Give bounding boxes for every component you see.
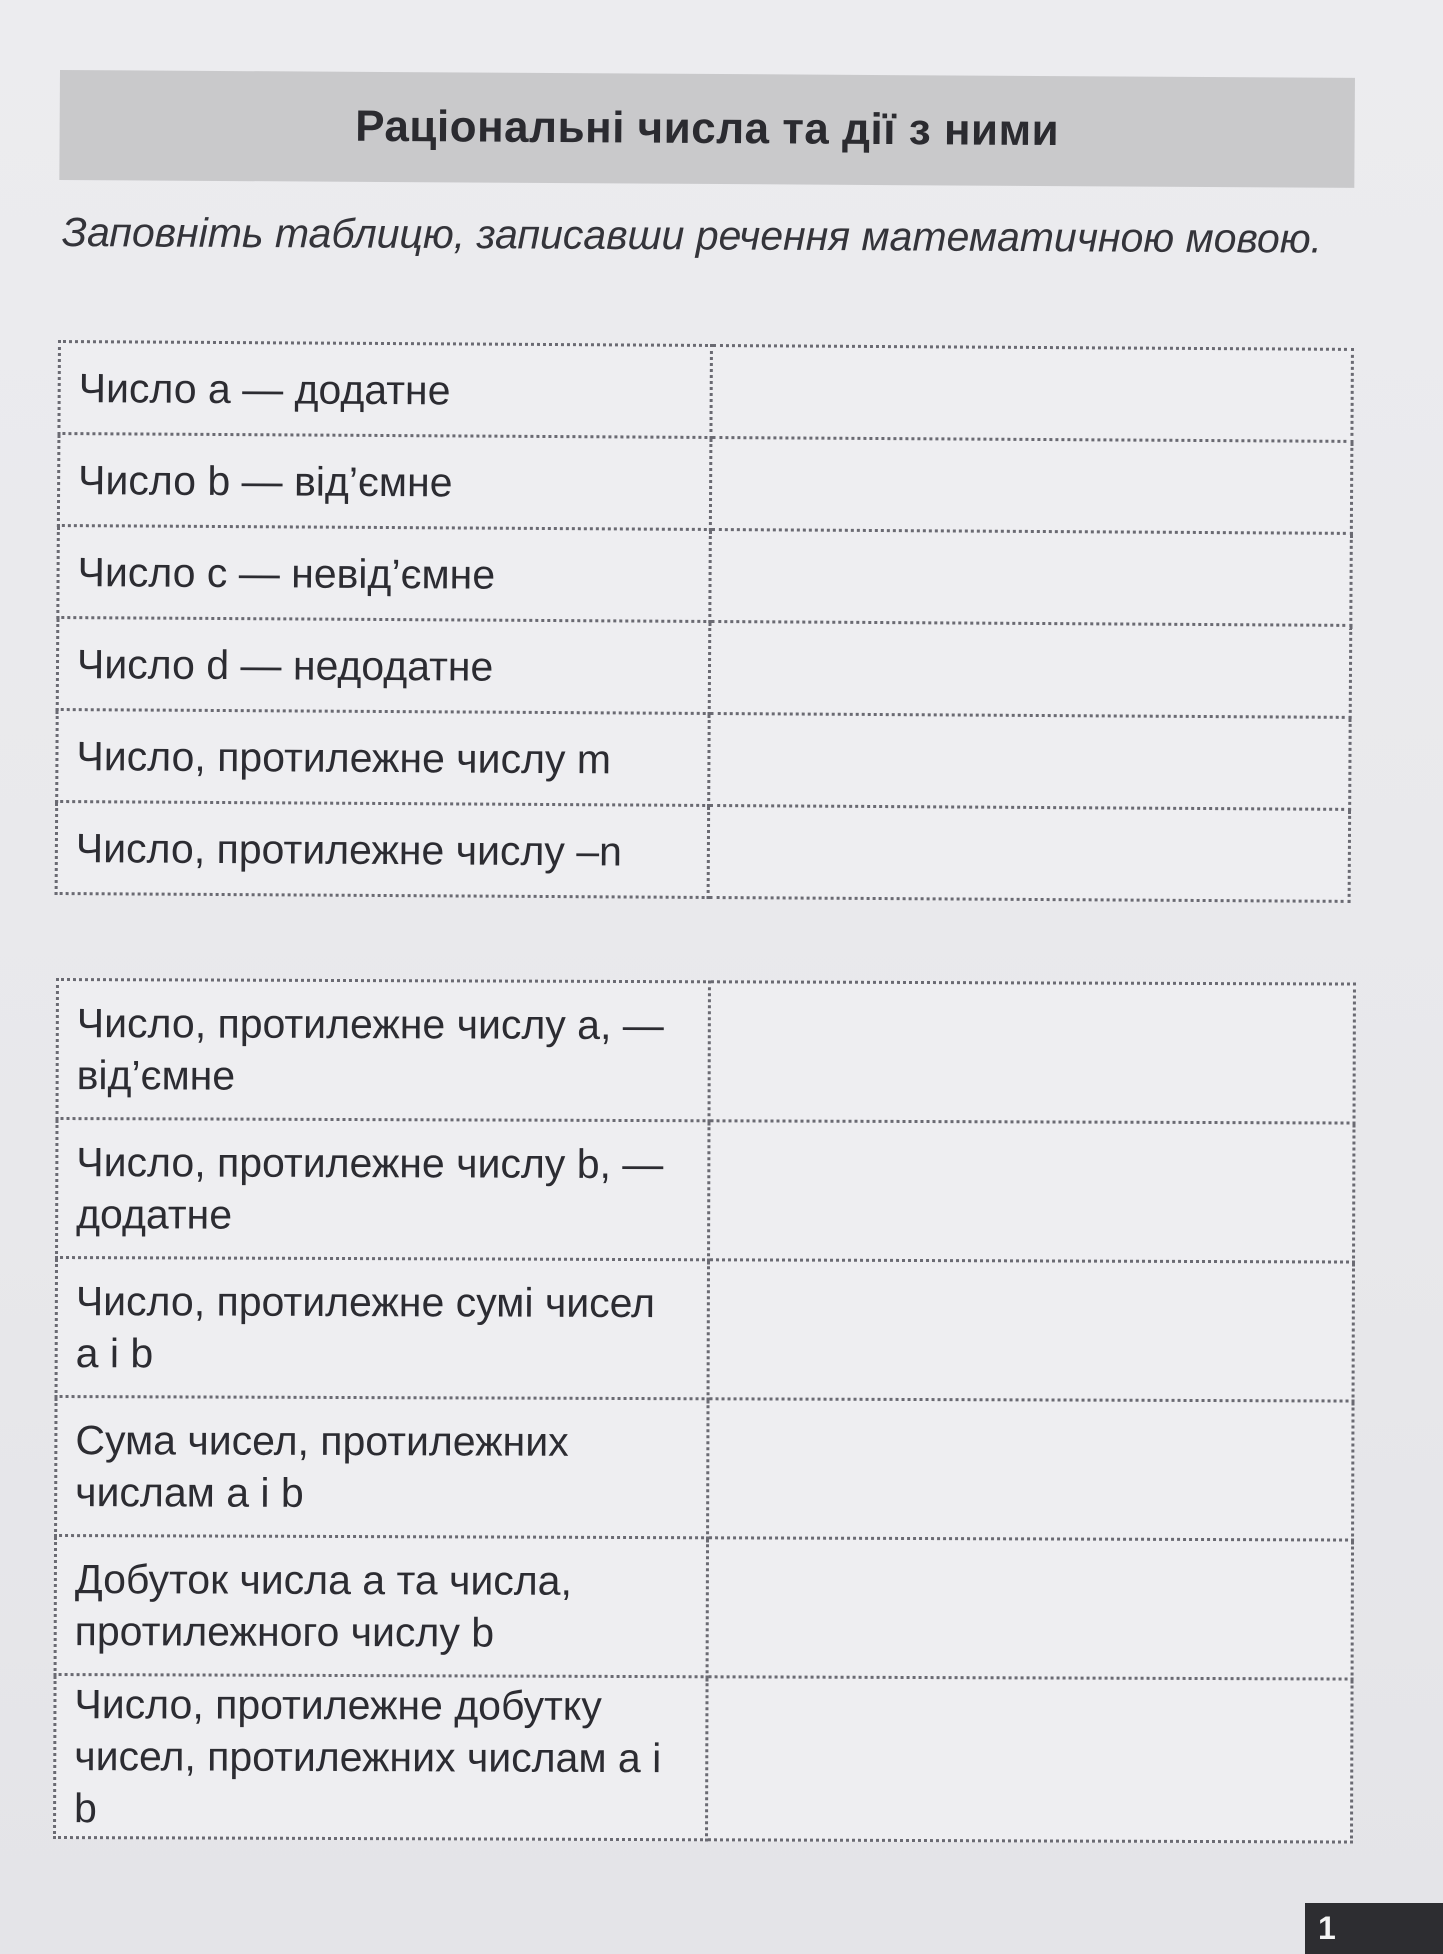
table-row: [58, 434, 1352, 534]
table-row: [57, 710, 1351, 810]
table-row: [57, 1119, 1354, 1263]
row-label: Число, протилежне сумі чисел a і b: [56, 1258, 708, 1399]
answer-cell[interactable]: [709, 713, 1351, 809]
answer-cell[interactable]: [706, 1677, 1352, 1842]
row-label: Сума чисел, протилежних числам a і b: [56, 1397, 708, 1538]
answer-cell[interactable]: [708, 1399, 1353, 1540]
table-2: [53, 978, 1356, 1844]
table-row: [58, 526, 1352, 626]
row-label: Число, протилежне числу b, — додатне: [57, 1119, 709, 1260]
row-label: Число a — додатне: [59, 342, 712, 438]
table-row: [56, 1397, 1353, 1541]
row-label: Число d — недодатне: [57, 618, 710, 714]
table-row: [57, 980, 1354, 1124]
answer-cell[interactable]: [709, 982, 1354, 1123]
page-title: Раціональні числа та дії з ними: [355, 101, 1060, 156]
answer-cell[interactable]: [710, 529, 1352, 625]
row-label: Число, протилежне числу –n: [56, 802, 709, 898]
answer-cell[interactable]: [708, 1260, 1353, 1401]
table-1: [55, 340, 1354, 903]
row-label: Число, протилежне числу a, — від’ємне: [57, 980, 709, 1121]
row-label: Число c — невід’ємне: [58, 526, 711, 622]
row-label: Число b — від’ємне: [58, 434, 711, 530]
answer-cell[interactable]: [708, 805, 1350, 901]
table-row: [55, 1536, 1352, 1680]
table-row: [57, 618, 1351, 718]
table-row: [59, 342, 1353, 442]
table-row: [56, 802, 1350, 902]
row-label: Добуток числа a та числа, протилежного числу b: [55, 1536, 707, 1677]
instruction-text: Заповніть таблицю, записавши речення математичною мовою.: [61, 208, 1323, 262]
page-number: 1: [1305, 1903, 1443, 1954]
answer-cell[interactable]: [707, 1538, 1352, 1679]
table-row: [56, 1258, 1353, 1402]
row-label: Число, протилежне добутку чисел, протилежних числам a і b: [54, 1675, 707, 1840]
table-row: [54, 1675, 1352, 1843]
answer-cell[interactable]: [709, 621, 1351, 717]
answer-cell[interactable]: [709, 1121, 1354, 1262]
answer-cell[interactable]: [710, 437, 1352, 533]
answer-cell[interactable]: [711, 345, 1353, 441]
title-band: [59, 70, 1355, 188]
row-label: Число, протилежне числу m: [57, 710, 710, 806]
